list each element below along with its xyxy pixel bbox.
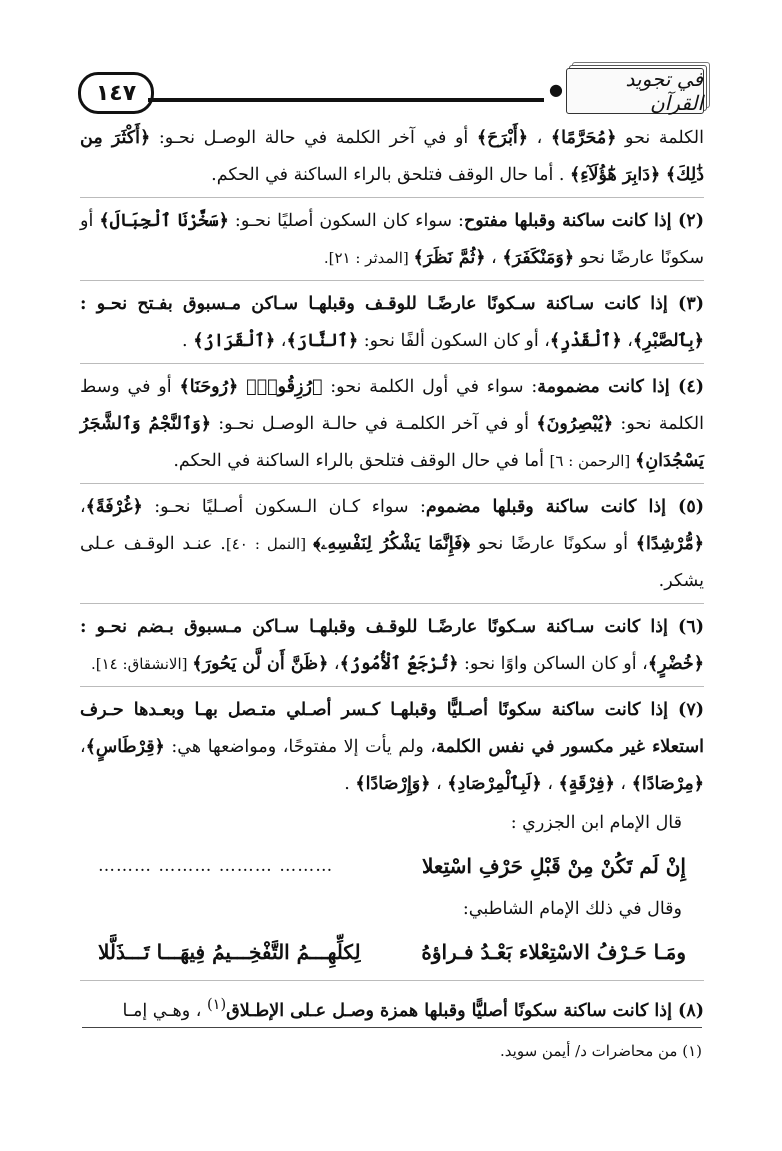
text: ، [80, 497, 86, 517]
text: : سواء في أول الكلمة نحو: [322, 377, 538, 397]
quran-word: ﴿ظَنَّ أَن لَّن يَحُورَ﴾ [192, 654, 329, 674]
quran-word: ﴿خُضْرٍ﴾ [647, 654, 704, 674]
text: : سواء كان السكون أصليًا نحـو: [228, 211, 464, 231]
surah-reference: [الانشقاق: ١٤]. [91, 655, 193, 673]
surah-reference: [الرحمن : ٦] [549, 452, 636, 470]
quran-word: ﴿ٱلنَّارَ﴾ [286, 331, 359, 351]
paragraph-7 [80, 692, 704, 803]
quran-word: ﴿مُّرْشِدًا﴾ [635, 534, 704, 554]
text: ، [614, 774, 632, 794]
paragraph-3 [80, 286, 704, 360]
quran-word: ﴿أَبْرَحَ﴾ [476, 128, 529, 148]
quran-word: ﴿وَٱلنَّجْمُ وَٱلشَّجَرُ يَسْجُدَانِ﴾ [80, 414, 704, 471]
page-number: ١٤٧ [78, 72, 154, 114]
text: أو في وسط الكلمة نحو: [80, 377, 704, 434]
rule-heading: (٧) إذا كانت ساكنة سكونًا أصـليًّا وقبلهـا كـسر أصـلي متـصل بهـا وبعـدها حـرف استعلاء غير مكسور في نفس الكلمة [80, 700, 704, 757]
quran-word: ﴿أَكْثَرَ مِن ذَٰلِكَ﴾ [80, 128, 704, 185]
quran-word: ﴿ٱلْقَرَارُ﴾ [193, 331, 276, 351]
text: أو في آخر الكلمة في حالة الوصـل نحـو: [150, 128, 477, 148]
quran-word: ﴿رُزِقُوا۟﴾ [246, 377, 323, 397]
shatibi-verse-right: ومَـا حَـرْفُ الاسْتِعْلاء بَعْـدُ فـراؤهُ [421, 940, 686, 964]
divider [80, 197, 704, 198]
text: ، [80, 737, 86, 757]
quran-word: ﴿مُحَرَّمًا﴾ [550, 128, 617, 148]
jazari-verse-dots: ……… ……… ……… ……… [98, 856, 334, 876]
paragraph-4 [80, 369, 704, 480]
text: ، وهـي إمـا [122, 1000, 207, 1021]
text: ، أو كان الساكن واوًا نحو: [458, 654, 648, 674]
divider [80, 280, 704, 281]
shatibi-verse [80, 930, 704, 977]
jazari-verse-text: إِنْ لَم تَكُنْ مِنْ قَبْلِ حَرْفِ اسْتِعلا [421, 854, 686, 878]
text: أو سكونًا عارضًا نحو [80, 211, 704, 268]
paragraph-5 [80, 489, 704, 600]
header-rule [148, 98, 544, 102]
footnote-marker: (١) [206, 996, 227, 1013]
quran-word: ﴿تُرْجَعُ ٱلْأُمُورُ﴾ [339, 654, 459, 674]
text: أو سكونًا عارضًا نحو [470, 534, 636, 554]
quran-word: ﴿رُوحَنَا﴾ [179, 377, 239, 397]
surah-reference: [النمل : ٤٠] [225, 535, 314, 553]
quran-word: ﴿مِرْصَادًا﴾ [631, 774, 704, 794]
book-title: في تجويد القرآن [566, 68, 704, 114]
quran-word: ﴿غُرْفَةً﴾ [85, 497, 143, 517]
footnote: (١) من محاضرات د/ أيمن سويد. [500, 1042, 702, 1060]
quran-word: ﴿ثُمَّ نَظَرَ﴾ [413, 248, 486, 268]
rule-heading: (٦) إذا كانت سـاكنة سـكونًا عارضًـا للوقـف وقبلهـا سـاكن مـسبوق بـضم نحـو : [80, 617, 704, 637]
divider [80, 363, 704, 364]
surah-reference: [المدثر : ٢١]. [323, 249, 414, 267]
rule-heading: (٢) إذا كانت ساكنة وقبلها مفتوح [463, 211, 704, 231]
quran-word: ﴿وَمَنْكَفَرَ﴾ [502, 248, 575, 268]
quran-word: ﴿بِٱلصَّبْرِ﴾ [632, 331, 704, 351]
text: . عنـد الوقـف عـلى يشكر. [80, 534, 704, 591]
rule-heading: (٥) إذا كانت ساكنة وقبلها مضموم [425, 497, 704, 517]
text [238, 377, 246, 397]
quran-word: ﴿ٱلْقَدْرِ﴾ [549, 331, 622, 351]
text: أما في حال الوقف فتلحق بالراء الساكنة في الحكم. [173, 451, 550, 471]
page-body [80, 120, 704, 1032]
text: ، [528, 128, 551, 148]
shatibi-verse-left: لِكلِّهِـــمُ التَّفْخِـــيمُ فِيهَـــا تَـــذَلَّلا [98, 940, 361, 964]
text: ، أو كان السكون ألفًا نحو: [358, 331, 550, 351]
paragraph-6 [80, 609, 704, 683]
text: ، [621, 331, 633, 351]
text: : سواء كـان الـسكون أصـليًا نحـو: [142, 497, 426, 517]
rule-heading: (٣) إذا كانت سـاكنة سـكونًا عارضًـا للوقـف وقبلهـا سـاكن مـسبوق بفـتح نحـو : [80, 294, 704, 314]
quran-word: ﴿فِرْقَةٍ﴾ [558, 774, 615, 794]
text: ، [275, 331, 287, 351]
text: . [182, 331, 194, 351]
rule-heading: (٤) إذا كانت مضمومة [537, 377, 704, 397]
text: ، [430, 774, 448, 794]
divider [80, 686, 704, 687]
jazari-intro: قال الإمام ابن الجزري : [510, 813, 682, 833]
quran-word: ﴿وَإِرْصَادًا﴾ [355, 774, 431, 794]
text: ، [541, 774, 559, 794]
divider [80, 603, 704, 604]
quran-word: ﴿دَابِرَ هَٰٓؤُلَآءِ﴾ [570, 165, 661, 185]
divider [80, 483, 704, 484]
quran-word: ﴿قِرْطَاسٍ﴾ [85, 737, 165, 757]
text: ، [328, 654, 340, 674]
text: ، [485, 248, 503, 268]
paragraph-1 [80, 120, 704, 194]
quran-word: ﴿سَخَّرْنَا ٱلْجِبَالَ﴾ [99, 211, 229, 231]
ornament-icon: ● [549, 80, 563, 99]
quran-word: ﴿يُبْصِرُونَ﴾ [536, 414, 614, 434]
shatibi-intro: وقال في ذلك الإمام الشاطبي: [462, 899, 682, 919]
page-header [78, 68, 704, 120]
quran-word: ﴿لَبِٱلْمِرْصَادِ﴾ [447, 774, 542, 794]
quran-word: ﴿فَإِنَّمَا يَشْكُرُ لِنَفْسِهِۦ﴾ [313, 534, 471, 554]
text: ، ولم يأت إلا مفتوحًا، ومواضعها هي: [164, 737, 437, 757]
jazari-verse [80, 844, 704, 891]
text: أو في آخر الكلمـة في حالـة الوصـل نحـو: [210, 414, 537, 434]
footnote-rule [82, 1027, 702, 1028]
paragraph-2 [80, 203, 704, 277]
text: . أما حال الوقف فتلحق بالراء الساكنة في الحكم. [211, 165, 571, 185]
text: . [344, 774, 356, 794]
paragraph-8 [80, 986, 704, 1030]
divider [80, 980, 704, 981]
text: الكلمة نحو [616, 128, 705, 148]
rule-heading: (٨) إذا كانت ساكنة سكونًا أصليًّا وقبلها همزة وصـل عـلى الإطـلاق [226, 1000, 704, 1021]
